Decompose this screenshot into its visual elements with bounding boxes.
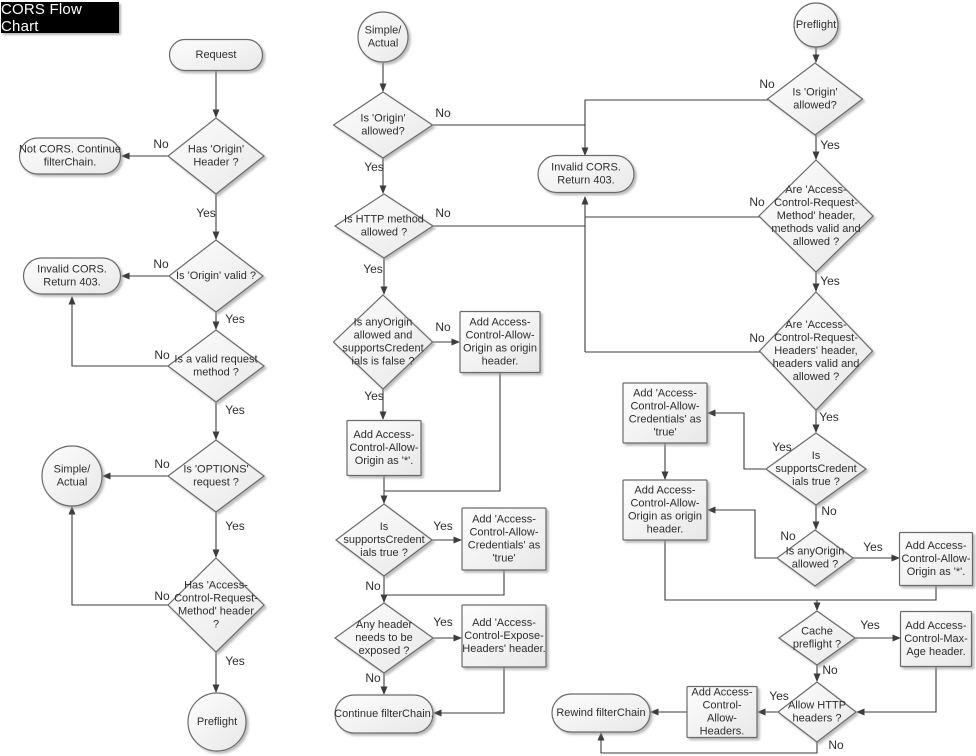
node-label: Add Access- — [905, 620, 967, 632]
node-terminal-not-cors-continue-filterchain — [19, 138, 121, 174]
edge-label-15: No — [435, 206, 451, 220]
node-terminal-invalid-cors-403-center — [538, 156, 634, 193]
edge-label-34: Yes — [772, 440, 792, 454]
node-label: Age header. — [906, 646, 966, 658]
edge-label-7: No — [154, 457, 170, 471]
edge-label-10: Yes — [225, 654, 245, 668]
edge-label-33: Yes — [819, 410, 839, 424]
node-label: exposed ? — [358, 645, 410, 657]
node-connector-simple-actual-start — [358, 12, 408, 62]
edge-37 — [708, 510, 777, 558]
node-label: Method' header, — [776, 210, 856, 222]
node-label: Simple/ — [364, 24, 402, 37]
edge-label-37: No — [780, 529, 796, 543]
node-label: Headers' header, — [774, 345, 858, 357]
node-label: Add Access- — [905, 540, 967, 552]
node-label: Invalid CORS. — [551, 161, 621, 174]
edge-label-19: Yes — [363, 262, 383, 276]
edge-label-44: Yes — [769, 689, 789, 703]
node-label: Control-Allow- — [349, 442, 419, 454]
node-label: Rewind filterChain — [556, 707, 646, 719]
node-label: Origin as origin — [463, 342, 537, 355]
node-process-preflight-add-acao-origin — [623, 480, 707, 540]
node-connector-preflight-start — [794, 3, 838, 47]
node-label: ials true ? — [792, 476, 840, 488]
node-label: 'true' — [492, 552, 516, 565]
node-label: allowed ? — [360, 226, 408, 239]
node-label: Is HTTP method — [344, 213, 424, 226]
node-label: allowed? — [793, 99, 837, 112]
node-label: allowed ? — [792, 236, 840, 248]
node-label: Add Access- — [691, 686, 753, 699]
node-decision-allow-http-headers — [778, 682, 856, 742]
node-label: Return 403. — [557, 174, 615, 187]
node-label: Preflight — [795, 19, 837, 31]
chart-title: CORS Flow Chart — [1, 2, 119, 33]
node-label: Has 'Origin' — [187, 143, 245, 156]
node-decision-http-method-allowed — [335, 194, 433, 258]
node-label: Invalid CORS. — [37, 263, 107, 276]
node-label: Add Access- — [469, 316, 531, 329]
node-decision-preflight-origin-allowed — [768, 63, 863, 135]
edge-label-2: Yes — [196, 206, 216, 220]
node-terminal-invalid-cors-403 — [24, 258, 121, 294]
node-terminal-continue-filterchain — [334, 695, 434, 733]
node-label: 'true' — [653, 426, 677, 439]
edge-label-17: No — [749, 195, 765, 209]
node-label: Add 'Access- — [633, 387, 697, 400]
node-label: Is 'Origin' — [360, 112, 406, 125]
node-label: Preflight — [196, 716, 238, 728]
edge-13 — [585, 100, 768, 155]
node-decision-any-header-exposed — [335, 603, 433, 673]
edge-34 — [708, 413, 766, 469]
node-label: ials true ? — [360, 547, 408, 559]
edge-43 — [857, 667, 936, 712]
node-label: Credentials' as — [467, 539, 541, 552]
node-label: Is — [811, 450, 821, 462]
edge-label-4: Yes — [225, 312, 245, 326]
node-label: Is — [379, 521, 389, 533]
node-label: methods valid and — [771, 223, 861, 235]
node-decision-is-origin-valid — [169, 240, 263, 312]
node-label: allowed ? — [791, 558, 839, 571]
node-start-request — [170, 40, 263, 71]
edge-label-21: Yes — [364, 389, 384, 403]
node-label: Origin as '*'. — [906, 566, 966, 578]
node-label: Actual — [367, 37, 399, 50]
edge-29 — [434, 667, 504, 713]
node-label: Method' header — [177, 605, 255, 618]
edge-label-28: No — [365, 671, 381, 685]
node-label: Cache — [801, 625, 833, 638]
node-label: Has 'Access- — [184, 579, 248, 592]
node-label: allowed? — [361, 125, 405, 138]
node-label: Continue filterChain. — [334, 708, 434, 720]
edge-label-3: No — [153, 257, 169, 271]
node-decision-has-origin-header — [168, 118, 264, 194]
edge-label-42: No — [822, 663, 838, 677]
node-label: Control-Request- — [774, 332, 858, 344]
node-label: Allow- — [707, 712, 737, 725]
node-label: request ? — [193, 476, 239, 489]
edge-label-31: Yes — [820, 138, 840, 152]
node-connector-preflight — [188, 693, 246, 751]
node-decision-acr-headers-valid — [760, 292, 873, 410]
node-terminal-rewind-filterchain — [552, 694, 650, 732]
edge-label-38: Yes — [863, 540, 883, 554]
node-label: Add 'Access- — [472, 513, 536, 526]
node-label: Control-Allow- — [465, 329, 535, 342]
node-connector-simple-actual — [42, 446, 102, 506]
node-label: Control- — [702, 699, 742, 712]
node-label: Control-Allow- — [630, 400, 700, 413]
node-label: Simple/ — [53, 463, 91, 476]
edge-label-5: No — [154, 348, 170, 362]
node-label: Is 'OPTIONS' — [183, 463, 249, 476]
node-label: headers ? — [792, 712, 842, 725]
node-decision-has-acr-method-header — [168, 558, 264, 652]
node-decision-acr-method-valid — [759, 160, 873, 272]
node-label: header. — [481, 355, 519, 368]
edge-label-26: No — [365, 579, 381, 593]
node-label: supportsCredent — [342, 342, 424, 355]
node-label: Is a valid request — [174, 353, 258, 366]
node-label: ials is false ? — [351, 355, 415, 368]
node-label: Any header — [355, 619, 413, 631]
node-process-preflight-add-acao-star — [900, 533, 973, 586]
node-label: Control-Allow- — [469, 526, 539, 539]
node-process-preflight-add-acac-true — [623, 383, 707, 443]
edge-label-9: No — [154, 589, 170, 603]
node-label: Control-Max- — [904, 633, 968, 645]
node-label: Origin as origin — [628, 510, 702, 523]
node-label: Actual — [56, 476, 88, 489]
node-label: supportsCredent — [775, 463, 857, 475]
node-label: supportsCredent — [343, 534, 425, 546]
node-process-add-acao-origin-header — [460, 312, 540, 373]
node-label: Headers' header. — [462, 643, 546, 655]
node-label: Is anyOrigin — [785, 545, 845, 558]
edge-label-27: Yes — [433, 615, 453, 629]
node-process-add-acao-star — [347, 421, 421, 476]
node-decision-supportscredentials-true — [336, 504, 432, 576]
node-label: method ? — [193, 366, 239, 379]
node-label: Add Access- — [634, 484, 696, 497]
node-label: Is 'Origin' — [792, 86, 838, 99]
node-label: Is 'Origin' valid ? — [175, 270, 257, 282]
node-label: Are 'Access- — [785, 319, 847, 331]
edge-label-24: Yes — [433, 519, 453, 533]
node-label: needs to be — [355, 632, 413, 644]
node-label: Header ? — [193, 156, 239, 169]
node-decision-cache-preflight — [779, 611, 855, 665]
edge-label-12: No — [435, 106, 451, 120]
node-label: Add 'Access- — [472, 617, 536, 629]
edge-label-13: No — [759, 77, 775, 91]
node-label: Allow HTTP — [787, 699, 847, 712]
node-process-add-allow-headers — [687, 687, 757, 738]
node-label: preflight ? — [792, 638, 842, 651]
node-decision-origin-allowed — [334, 92, 433, 158]
edge-label-1: No — [153, 137, 169, 151]
node-label: Origin as '*'. — [354, 455, 414, 467]
node-label: Control-Request- — [774, 197, 858, 209]
node-label: Control-Allow- — [630, 497, 700, 510]
node-label: allowed ? — [792, 371, 840, 383]
node-label: Control-Expose- — [464, 630, 544, 642]
node-label: Are 'Access- — [785, 184, 847, 196]
node-label: Return 403. — [43, 276, 101, 289]
edge-label-8: Yes — [225, 519, 245, 533]
node-label: Control-Request- — [174, 592, 258, 605]
node-label: Credentials' as — [628, 413, 702, 426]
node-label: Request — [195, 49, 237, 61]
node-label: allowed and — [353, 329, 413, 342]
edge-label-32: Yes — [820, 274, 840, 288]
node-process-add-acac-true — [462, 508, 546, 570]
node-label: filterChain. — [43, 156, 97, 169]
nodes-layer — [19, 3, 973, 751]
node-decision-is-options-request — [168, 440, 264, 512]
edge-label-46: No — [828, 738, 844, 752]
node-process-add-max-age-header — [901, 612, 972, 667]
node-label: Add Access- — [353, 429, 415, 441]
node-decision-is-valid-request-method — [168, 330, 264, 402]
edge-label-6: Yes — [225, 403, 245, 417]
edge-label-14: Yes — [364, 160, 384, 174]
node-decision-anyorigin-supportscredentials-false — [334, 295, 433, 389]
edge-25 — [384, 570, 504, 595]
edge-label-35: No — [821, 504, 837, 518]
node-label: Not CORS. Continue — [18, 143, 122, 156]
node-label: Headers. — [699, 725, 745, 738]
edge-label-41: Yes — [860, 618, 880, 632]
node-label: header. — [646, 523, 684, 536]
node-label: ? — [212, 618, 220, 631]
node-label: headers valid and — [772, 358, 860, 370]
node-label: Is anyOrigin — [353, 316, 413, 329]
node-process-add-expose-headers — [462, 605, 546, 667]
edge-label-20: No — [435, 320, 451, 334]
edge-label-18: No — [749, 331, 765, 345]
node-label: Control-Allow- — [901, 553, 971, 565]
